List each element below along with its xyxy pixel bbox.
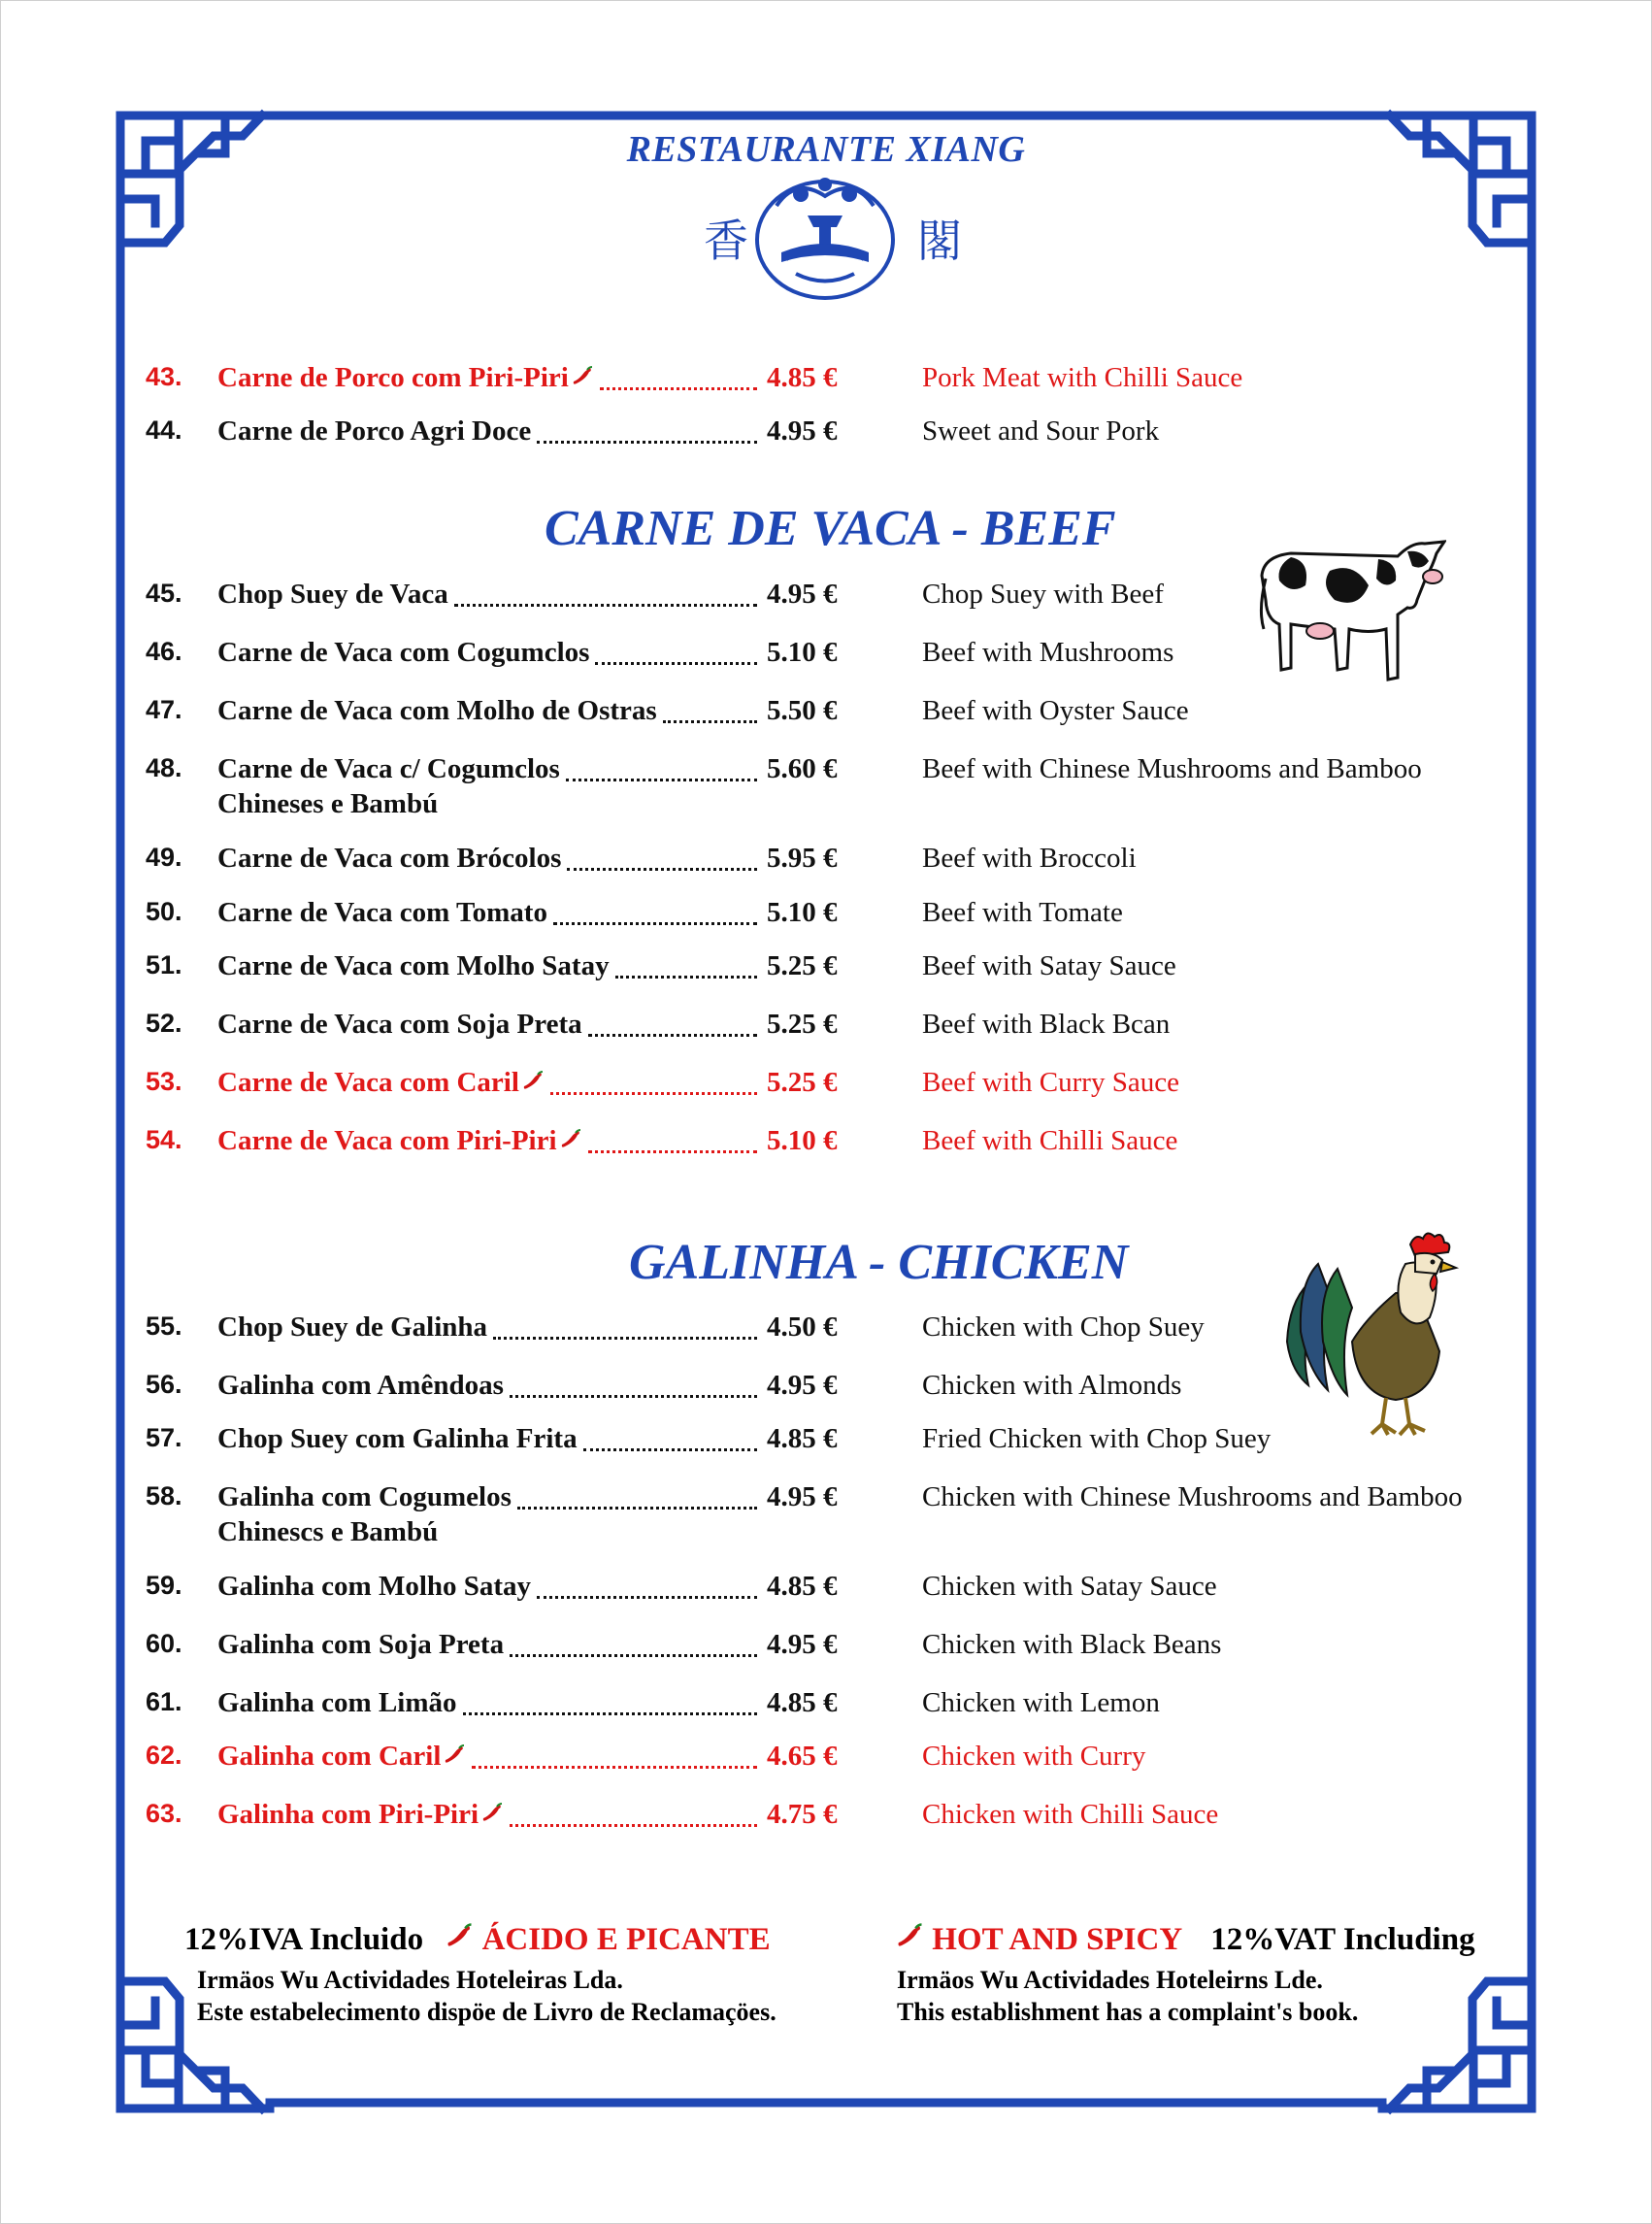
menu-item-number: 54. — [146, 1125, 182, 1154]
chili-pepper-icon — [895, 1922, 924, 1951]
dotted-leader — [493, 1334, 757, 1340]
menu-item-number: 51. — [146, 950, 182, 979]
dotted-leader — [600, 384, 757, 390]
menu-item-price: 5.25 € — [767, 1009, 838, 1040]
menu-item-english-name: Beef with Satay Sauce — [922, 950, 1176, 981]
menu-item-number: 43. — [146, 362, 182, 391]
menu-item-english-name: Beef with Oyster Sauce — [922, 695, 1189, 726]
dotted-leader — [517, 1504, 757, 1510]
dotted-leader — [588, 1147, 757, 1153]
menu-item-english-name: Chicken with Lemon — [922, 1687, 1160, 1718]
menu-item-portuguese-name: Carne de Vaca com Molho Satay — [217, 950, 610, 981]
menu-item-english-name: Beef with Chilli Sauce — [922, 1125, 1178, 1156]
footer-pt-complaint: Este estabelecimento dispöe de Livro de Reclamaçöes. — [197, 1998, 776, 2026]
dotted-leader — [454, 601, 757, 607]
menu-item-portuguese-name: Carne de Vaca com Piri-Piri — [217, 1125, 582, 1157]
menu-item-portuguese-name: Galinha com Cogumelos — [217, 1481, 512, 1512]
menu-item-english-name: Chicken with Chilli Sauce — [922, 1799, 1219, 1830]
menu-item-price: 5.60 € — [767, 753, 838, 784]
menu-item-price: 4.95 € — [767, 415, 838, 447]
menu-item-number: 46. — [146, 637, 182, 666]
dotted-leader — [553, 919, 757, 925]
menu-item-english-name: Chicken with Curry — [922, 1741, 1146, 1772]
menu-item-portuguese-name: Carne de Vaca com Soja Preta — [217, 1009, 582, 1040]
menu-item-portuguese-name: Galinha com Piri-Piri — [217, 1799, 504, 1831]
menu-item-price: 5.25 € — [767, 1067, 838, 1098]
dotted-leader — [537, 1593, 757, 1599]
menu-item-price: 4.95 € — [767, 1481, 838, 1512]
chili-pepper-icon — [443, 1743, 466, 1767]
menu-item-english-name: Beef with Chinese Mushrooms and Bamboo — [922, 753, 1422, 784]
menu-item-price: 4.65 € — [767, 1741, 838, 1772]
menu-item-english-name: Chicken with Satay Sauce — [922, 1571, 1217, 1602]
menu-item-number: 53. — [146, 1067, 182, 1096]
menu-item-portuguese-name-line2: Chineses e Bambú — [217, 788, 439, 819]
menu-item-number: 62. — [146, 1741, 182, 1770]
menu-item-price: 4.85 € — [767, 1571, 838, 1602]
dotted-leader — [595, 659, 757, 665]
menu-item-price: 4.85 € — [767, 362, 838, 393]
menu-item-number: 49. — [146, 843, 182, 872]
menu-item-number: 44. — [146, 415, 182, 445]
chili-pepper-icon — [480, 1802, 504, 1825]
menu-item-english-name: Beef with Mushrooms — [922, 637, 1174, 668]
menu-item-price: 5.10 € — [767, 1125, 838, 1156]
menu-item-price: 4.85 € — [767, 1687, 838, 1718]
menu-item-english-name: Chicken with Black Beans — [922, 1629, 1222, 1660]
dotted-leader — [567, 865, 757, 871]
menu-item-english-name: Chop Suey with Beef — [922, 579, 1164, 610]
menu-item-number: 60. — [146, 1629, 182, 1658]
dotted-leader — [588, 1031, 757, 1037]
chili-pepper-icon — [445, 1922, 474, 1951]
menu-item-number: 59. — [146, 1571, 182, 1600]
menu-item-price: 4.75 € — [767, 1799, 838, 1830]
menu-item-english-name: Beef with Tomate — [922, 897, 1123, 928]
menu-item-price: 5.50 € — [767, 695, 838, 726]
menu-item-number: 63. — [146, 1799, 182, 1828]
menu-item-portuguese-name: Carne de Vaca com Cogumclos — [217, 637, 590, 668]
menu-item-portuguese-name: Carne de Vaca c/ Cogumclos — [217, 753, 560, 784]
menu-item-portuguese-name: Carne de Porco Agri Doce — [217, 415, 532, 447]
menu-item-portuguese-name: Galinha com Soja Preta — [217, 1629, 505, 1660]
footer-pt-company: Irmäos Wu Actividades Hoteleiras Lda. — [197, 1966, 623, 1994]
dotted-leader — [510, 1651, 757, 1657]
menu-item-portuguese-name: Carne de Vaca com Molho de Ostras — [217, 695, 657, 726]
chili-pepper-icon — [521, 1070, 545, 1093]
menu-item-english-name: Beef with Curry Sauce — [922, 1067, 1179, 1098]
menu-item-number: 52. — [146, 1009, 182, 1038]
menu-item-number: 45. — [146, 579, 182, 608]
menu-item-number: 56. — [146, 1370, 182, 1399]
dotted-leader — [463, 1709, 757, 1715]
menu-item-english-name: Chicken with Chinese Mushrooms and Bamboo — [922, 1481, 1463, 1512]
dotted-leader — [566, 776, 757, 781]
chili-pepper-icon — [559, 1128, 582, 1151]
section-title-beef: CARNE DE VACA - BEEF — [545, 501, 1116, 556]
menu-item-price: 5.10 € — [767, 637, 838, 668]
footer-pt-vat: 12%IVA Incluido — [184, 1922, 424, 1957]
dotted-leader — [663, 717, 757, 723]
footer-en-complaint: This establishment has a complaint's book. — [897, 1998, 1359, 2026]
menu-item-price: 4.95 € — [767, 579, 838, 610]
menu-item-english-name: Beef with Broccoli — [922, 843, 1137, 874]
menu-item-portuguese-name: Galinha com Amêndoas — [217, 1370, 504, 1401]
dotted-leader — [510, 1392, 757, 1398]
menu-item-price: 5.95 € — [767, 843, 838, 874]
footer-en-vat: 12%VAT Including — [1210, 1922, 1475, 1957]
menu-item-english-name: Chicken with Almonds — [922, 1370, 1182, 1401]
dotted-leader — [583, 1445, 757, 1451]
footer-en-company: Irmäos Wu Actividades Hoteleirns Lde. — [897, 1966, 1323, 1994]
menu-item-portuguese-name: Carne de Vaca com Tomato — [217, 897, 547, 928]
menu-item-price: 5.10 € — [767, 897, 838, 928]
menu-item-portuguese-name: Galinha com Caril — [217, 1741, 466, 1773]
menu-item-price: 4.95 € — [767, 1370, 838, 1401]
menu-item-portuguese-name: Chop Suey de Vaca — [217, 579, 448, 610]
dotted-leader — [510, 1821, 757, 1827]
menu-item-price: 4.95 € — [767, 1629, 838, 1660]
menu-item-number: 50. — [146, 897, 182, 926]
dotted-leader — [537, 438, 757, 444]
footer-pt-spicy: ÁCIDO E PICANTE — [481, 1922, 771, 1957]
menu-item-number: 47. — [146, 695, 182, 724]
menu-item-price: 5.25 € — [767, 950, 838, 981]
menu-item-number: 58. — [146, 1481, 182, 1510]
menu-item-english-name: Beef with Black Bcan — [922, 1009, 1171, 1040]
menu-item-number: 61. — [146, 1687, 182, 1716]
chili-pepper-icon — [571, 365, 594, 388]
menu-item-portuguese-name: Galinha com Limão — [217, 1687, 457, 1718]
dotted-leader — [472, 1763, 757, 1769]
menu-item-portuguese-name: Chop Suey de Galinha — [217, 1311, 488, 1343]
menu-item-portuguese-name-line2: Chinescs e Bambú — [217, 1516, 439, 1547]
menu-item-portuguese-name: Chop Suey com Galinha Frita — [217, 1423, 578, 1454]
footer-en-spicy: HOT AND SPICY — [932, 1922, 1181, 1957]
menu-item-english-name: Fried Chicken with Chop Suey — [922, 1423, 1272, 1454]
menu-item-portuguese-name: Carne de Vaca com Caril — [217, 1067, 545, 1099]
restaurant-title: RESTAURANTE XIANG — [626, 129, 1026, 170]
menu-item-number: 55. — [146, 1311, 182, 1341]
menu-item-portuguese-name: Galinha com Molho Satay — [217, 1571, 532, 1602]
menu-item-number: 57. — [146, 1423, 182, 1452]
menu-item-english-name: Sweet and Sour Pork — [922, 415, 1160, 447]
dotted-leader — [550, 1089, 757, 1095]
chinese-character-left: 香 — [704, 215, 748, 267]
menu-item-price: 4.85 € — [767, 1423, 838, 1454]
menu-item-price: 4.50 € — [767, 1311, 838, 1343]
menu-item-english-name: Pork Meat with Chilli Sauce — [922, 362, 1243, 393]
rooster-illustration — [1279, 1225, 1469, 1444]
restaurant-logo — [747, 167, 903, 303]
dotted-leader — [615, 973, 757, 979]
menu-item-portuguese-name: Carne de Porco com Piri-Piri — [217, 362, 594, 394]
section-title-chicken: GALINHA - CHICKEN — [629, 1235, 1129, 1290]
chinese-character-right: 閣 — [917, 215, 962, 267]
cow-illustration — [1252, 532, 1446, 692]
menu-item-english-name: Chicken with Chop Suey — [922, 1311, 1205, 1343]
menu-item-number: 48. — [146, 753, 182, 782]
menu-item-portuguese-name: Carne de Vaca com Brócolos — [217, 843, 562, 874]
